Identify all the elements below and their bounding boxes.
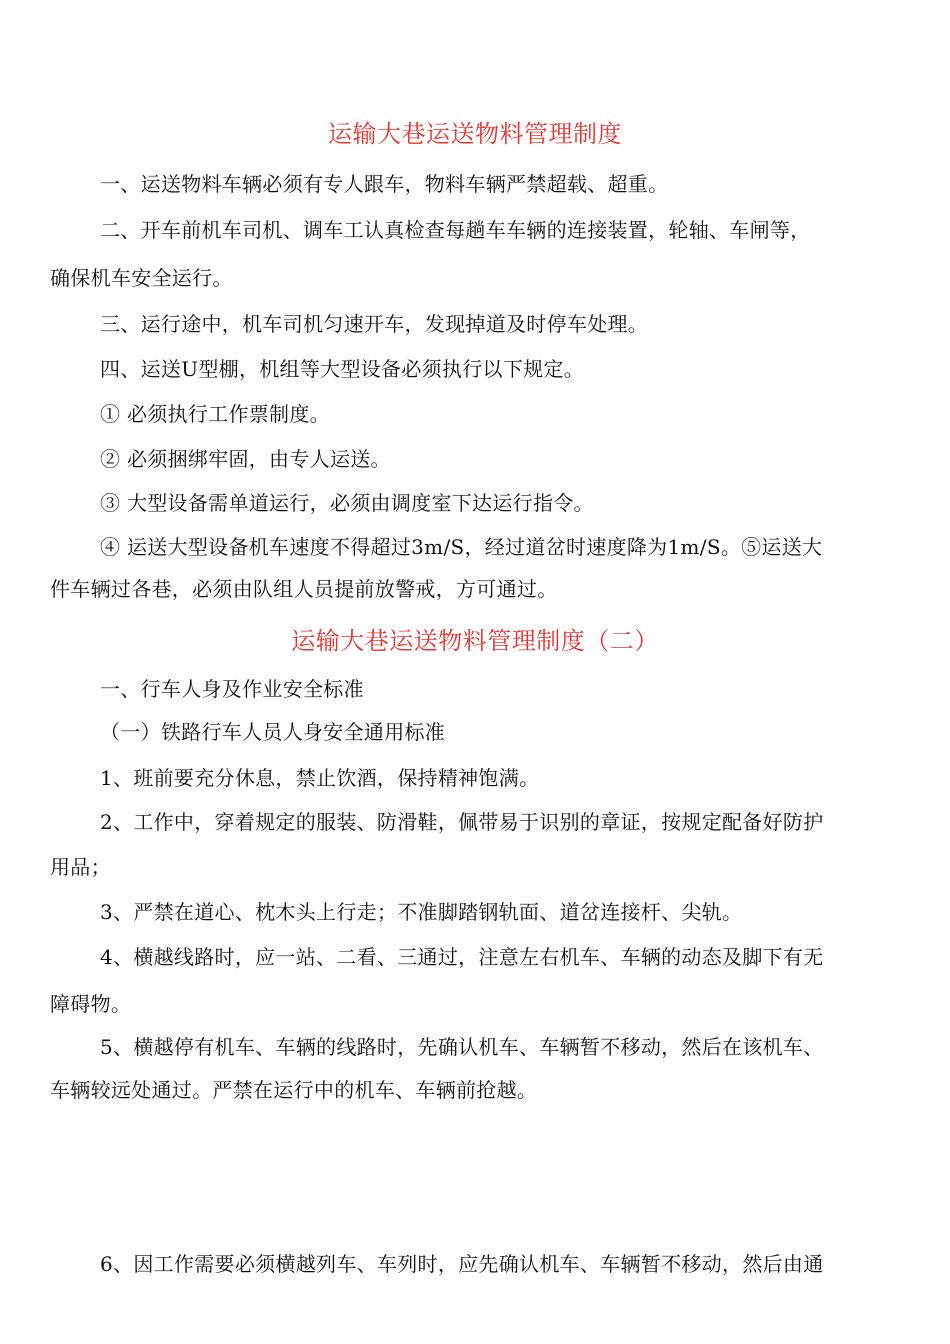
section2-p3: 3、严禁在道心、枕木头上行走；不准脚踏钢轨面、道岔连接杆、尖轨。 (100, 900, 743, 924)
section1-item2-line2: 确保机车安全运行。 (50, 266, 233, 290)
section2-p4-line2: 障碍物。 (50, 992, 132, 1016)
section2-p4-line1: 4、横越线路时，应一站、二看、三通过，注意左右机车、车辆的动态及脚下有无 (100, 945, 824, 969)
section2-p2-line2: 用品； (50, 855, 111, 879)
section1-item3: 三、运行途中，机车司机匀速开车，发现掉道及时停车处理。 (100, 312, 649, 336)
section2-p6-line1: 6、因工作需要必须横越列车、车列时，应先确认机车、车辆暂不移动，然后由通 (100, 1252, 824, 1276)
section2-p1: 1、班前要充分休息，禁止饮酒，保持精神饱满。 (100, 766, 540, 790)
section2-heading1: 一、行车人身及作业安全标准 (100, 677, 364, 701)
section2-heading2: （一）铁路行车人员人身安全通用标准 (100, 720, 446, 744)
section1-sub4-line1: ④ 运送大型设备机车速度不得超过3m/S，经过道岔时速度降为1m/S。⑤运送大 (100, 535, 823, 559)
section2-p5-line2: 车辆较远处通过。严禁在运行中的机车、车辆前抢越。 (50, 1078, 538, 1102)
section1-sub1: ① 必须执行工作票制度。 (100, 402, 330, 426)
section1-sub3: ③ 大型设备需单道运行，必须由调度室下达运行指令。 (100, 491, 594, 515)
section2-p2-line1: 2、工作中，穿着规定的服装、防滑鞋，佩带易于识别的章证，按规定配备好防护 (100, 810, 824, 834)
section1-sub2: ② 必须捆绑牢固，由专人运送。 (100, 447, 391, 471)
section1-item4: 四、运送U型棚，机组等大型设备必须执行以下规定。 (100, 357, 585, 381)
section2-title: 运输大巷运送物料管理制度（二） (291, 627, 659, 655)
section2-p5-line1: 5、横越停有机车、车辆的线路时，先确认机车、车辆暂不移动，然后在该机车、 (100, 1035, 824, 1059)
section1-item2-line1: 二、开车前机车司机、调车工认真检查每趟车车辆的连接装置，轮轴、车闸等， (100, 218, 811, 242)
section1-title: 运输大巷运送物料管理制度 (328, 120, 622, 148)
section1-item1: 一、运送物料车辆必须有专人跟车，物料车辆严禁超载、超重。 (100, 172, 669, 196)
section1-sub4-line2: 件车辆过各巷，必须由队组人员提前放警戒，方可通过。 (50, 577, 558, 601)
